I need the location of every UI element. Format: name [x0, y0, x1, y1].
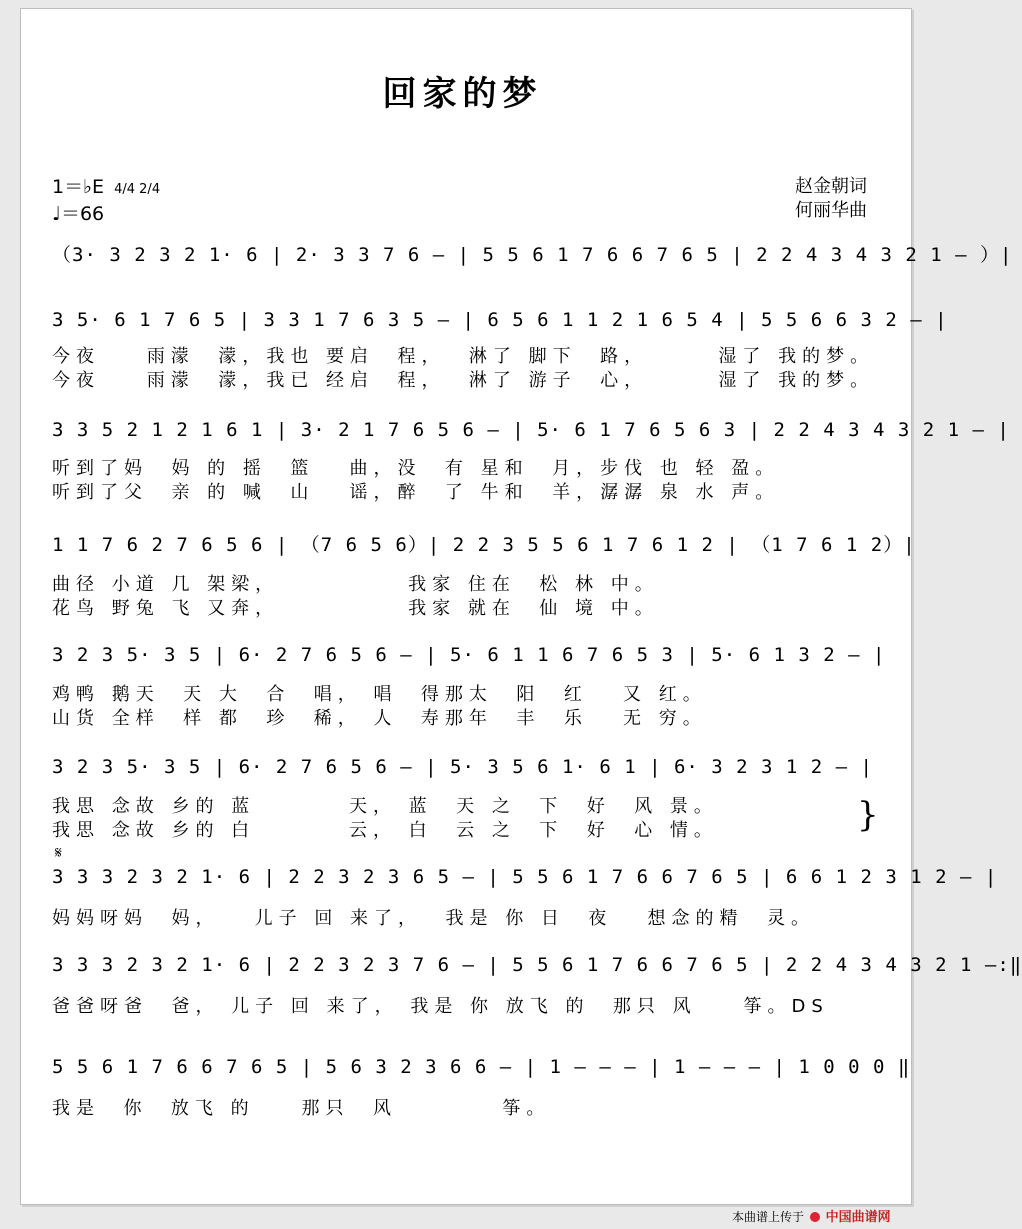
tempo-marking: ♩＝66 [52, 203, 105, 225]
site-brand[interactable]: 中国曲谱网 [825, 1210, 891, 1225]
lyric-line: 妈妈呀妈 妈， 儿子 回 来了， 我是 你 日 夜 想念的精 灵。 [52, 908, 815, 929]
lyric-line: 爸爸呀爸 爸， 儿子 回 来了， 我是 你 放飞 的 那只 风 筝。DS [52, 996, 829, 1017]
time-signature: 4/4 2/4 [114, 182, 161, 197]
lyric-verse-2: 我思 念故 乡的 白 云， 白 云 之 下 好 心 情。 [52, 820, 718, 841]
key-signature [52, 175, 160, 226]
notation-line: 3 3 3 2 3 2 1· 6 | 2 2 3 2 3 6 5 — | 5 5 6 1 7 6 6 7 6 5 | 6 6 1 2 3 1 2 — | [52, 866, 998, 888]
lyric-verse-1: 今夜 雨濛 濛，我也 要启 程， 淋了 脚下 路， 湿了 我的梦。 [52, 346, 875, 367]
upload-footer [732, 1206, 891, 1225]
lyricist: 赵金朝词 [795, 176, 867, 197]
notation-line: 3 3 3 2 3 2 1· 6 | 2 2 3 2 3 7 6 — | 5 5 6 1 7 6 6 7 6 5 | 2 2 4 3 4 3 2 1 —:‖ [52, 954, 1022, 976]
verse-brace: } [857, 795, 879, 835]
notation-line: 3 2 3 5· 3 5 | 6· 2 7 6 5 6 — | 5· 3 5 6 1· 6 1 | 6· 3 2 3 1 2 — | [52, 756, 873, 778]
notation-line: 1 1 7 6 2 7 6 5 6 | （7 6 5 6）| 2 2 3 5 5 6 1 7 6 1 2 | （1 7 6 1 2）| [52, 534, 916, 556]
lyric-line: 我是 你 放飞 的 那只 风 筝。 [52, 1098, 551, 1119]
key-text: 1＝♭E [52, 176, 105, 198]
footer-text: 本曲谱上传于 [732, 1210, 805, 1224]
lyric-verse-2: 今夜 雨濛 濛，我已 经启 程， 淋了 游子 心， 湿了 我的梦。 [52, 370, 875, 391]
site-logo-icon [810, 1212, 820, 1222]
lyric-verse-2: 山货 全样 样 都 珍 稀， 人 寿那年 丰 乐 无 穷。 [52, 708, 707, 729]
lyric-verse-1: 听到了妈 妈 的 摇 篮 曲，没 有 星和 月，步伐 也 轻 盈。 [52, 458, 780, 479]
segno-sign: 𝄋 [55, 843, 62, 862]
lyric-verse-1: 曲径 小道 几 架梁， 我家 住在 松 林 中。 [52, 574, 659, 595]
composer: 何丽华曲 [795, 200, 867, 221]
lyric-verse-1: 鸡鸭 鹅天 天 大 合 唱， 唱 得那太 阳 红 又 红。 [52, 684, 707, 705]
notation-line: 3 5· 6 1 7 6 5 | 3 3 1 7 6 3 5 — | 6 5 6 1 1 2 1 6 5 4 | 5 5 6 6 3 2 — | [52, 309, 948, 331]
notation-line: 3 2 3 5· 3 5 | 6· 2 7 6 5 6 — | 5· 6 1 1 6 7 6 5 3 | 5· 6 1 3 2 — | [52, 644, 886, 666]
song-title: 回家的梦 [382, 74, 543, 114]
credits [795, 175, 867, 223]
lyric-verse-2: 听到了父 亲 的 喊 山 谣，醉 了 牛和 羊，潺潺 泉 水 声。 [52, 482, 780, 503]
notation-line: 5 5 6 1 7 6 6 7 6 5 | 5 6 3 2 3 6 6 — | 1 — — — | 1 — — — | 1 0 0 0 ‖ [52, 1056, 911, 1078]
lyric-verse-1: 我思 念故 乡的 蓝 天， 蓝 天 之 下 好 风 景。 [52, 796, 718, 817]
notation-line: 3 3 5 2 1 2 1 6 1 | 3· 2 1 7 6 5 6 — | 5· 6 1 7 6 5 6 3 | 2 2 4 3 4 3 2 1 — | [52, 419, 1010, 441]
notation-line: （3· 3 2 3 2 1· 6 | 2· 3 3 7 6 — | 5 5 6 1 7 6 6 7 6 5 | 2 2 4 3 4 3 2 1 — ）| [52, 244, 1013, 266]
lyric-verse-2: 花鸟 野兔 飞 又奔， 我家 就在 仙 境 中。 [52, 598, 659, 619]
